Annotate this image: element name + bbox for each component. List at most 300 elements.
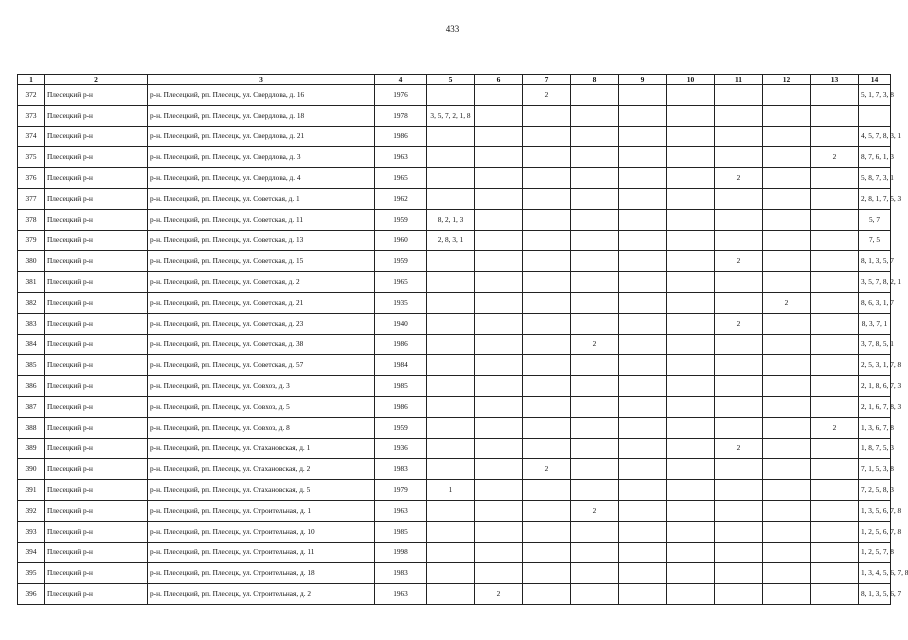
table-cell-col-1: 381 — [18, 272, 45, 293]
column-header-6: 6 — [475, 75, 523, 85]
table-cell-col-6: 2 — [475, 584, 523, 605]
table-cell-col-3: р-н. Плесецкий, рп. Плесецк, ул. Стахановская, д. 5 — [148, 480, 375, 501]
table-cell-col-6 — [475, 355, 523, 376]
table-cell-col-3: р-н. Плесецкий, рп. Плесецк, ул. Советская, д. 21 — [148, 292, 375, 313]
table-cell-col-8 — [571, 438, 619, 459]
table-cell-col-11: 2 — [715, 438, 763, 459]
table-cell-col-6 — [475, 251, 523, 272]
table-cell-col-1: 384 — [18, 334, 45, 355]
table-cell-col-2: Плесецкий р-н — [45, 85, 148, 106]
table-cell-col-9 — [619, 500, 667, 521]
table-row — [18, 188, 891, 209]
table-cell-col-4: 1959 — [375, 209, 427, 230]
table-cell-col-10 — [667, 563, 715, 584]
table-cell-col-14: 8, 3, 7, 1 — [859, 313, 891, 334]
table-cell-col-4: 1986 — [375, 396, 427, 417]
table-cell-col-7 — [523, 272, 571, 293]
table-cell-col-4: 1965 — [375, 272, 427, 293]
table-cell-col-7 — [523, 376, 571, 397]
table-cell-col-3: р-н. Плесецкий, рп. Плесецк, ул. Строительная, д. 10 — [148, 521, 375, 542]
table-cell-col-10 — [667, 209, 715, 230]
table-cell-col-12 — [763, 584, 811, 605]
table-cell-col-13 — [811, 500, 859, 521]
column-header-9: 9 — [619, 75, 667, 85]
table-cell-col-13 — [811, 251, 859, 272]
table-cell-col-10 — [667, 584, 715, 605]
table-cell-col-8 — [571, 376, 619, 397]
table-cell-col-7: 2 — [523, 85, 571, 106]
column-header-12: 12 — [763, 75, 811, 85]
table-cell-col-1: 380 — [18, 251, 45, 272]
table-cell-col-13 — [811, 334, 859, 355]
table-row — [18, 563, 891, 584]
table-cell-col-8 — [571, 459, 619, 480]
table-cell-col-4: 1935 — [375, 292, 427, 313]
table-cell-col-1: 376 — [18, 168, 45, 189]
table-cell-col-2: Плесецкий р-н — [45, 168, 148, 189]
table-cell-col-3: р-н. Плесецкий, рп. Плесецк, ул. Строительная, д. 2 — [148, 584, 375, 605]
table-cell-col-7 — [523, 126, 571, 147]
table-cell-col-14: 1, 2, 5, 6, 7, 8 — [859, 521, 891, 542]
table-cell-col-8 — [571, 417, 619, 438]
table-cell-col-6 — [475, 126, 523, 147]
table-cell-col-3: р-н. Плесецкий, рп. Плесецк, ул. Совхоз, д. 8 — [148, 417, 375, 438]
table-cell-col-8 — [571, 188, 619, 209]
table-cell-col-5 — [427, 126, 475, 147]
table-cell-col-2: Плесецкий р-н — [45, 105, 148, 126]
table-row — [18, 417, 891, 438]
table-cell-col-14: 1, 3, 5, 6, 7, 8 — [859, 500, 891, 521]
table-cell-col-9 — [619, 188, 667, 209]
table-cell-col-11 — [715, 563, 763, 584]
table-cell-col-7 — [523, 584, 571, 605]
table-cell-col-10 — [667, 355, 715, 376]
table-cell-col-12 — [763, 126, 811, 147]
table-cell-col-13: 2 — [811, 417, 859, 438]
column-header-3: 3 — [148, 75, 375, 85]
table-cell-col-7 — [523, 542, 571, 563]
table-cell-col-11 — [715, 105, 763, 126]
table-cell-col-10 — [667, 85, 715, 106]
table-cell-col-7 — [523, 355, 571, 376]
table-cell-col-14: 5, 8, 7, 3, 1 — [859, 168, 891, 189]
table-cell-col-2: Плесецкий р-н — [45, 272, 148, 293]
table-cell-col-1: 373 — [18, 105, 45, 126]
table-row — [18, 105, 891, 126]
table-cell-col-8 — [571, 126, 619, 147]
table-cell-col-8 — [571, 584, 619, 605]
table-cell-col-12 — [763, 500, 811, 521]
table-cell-col-14: 7, 1, 5, 3, 8 — [859, 459, 891, 480]
table-cell-col-8: 2 — [571, 334, 619, 355]
page-number: 433 — [445, 24, 460, 34]
table-cell-col-8 — [571, 251, 619, 272]
table-cell-col-4: 1985 — [375, 521, 427, 542]
table-cell-col-7 — [523, 168, 571, 189]
table-cell-col-5 — [427, 272, 475, 293]
table-cell-col-9 — [619, 209, 667, 230]
table-cell-col-6 — [475, 105, 523, 126]
table-cell-col-9 — [619, 438, 667, 459]
table-cell-col-4: 1978 — [375, 105, 427, 126]
table-cell-col-13 — [811, 355, 859, 376]
table-cell-col-6 — [475, 147, 523, 168]
table-cell-col-10 — [667, 251, 715, 272]
table-cell-col-6 — [475, 168, 523, 189]
table-cell-col-4: 1963 — [375, 147, 427, 168]
table-cell-col-8 — [571, 272, 619, 293]
table-cell-col-12 — [763, 480, 811, 501]
table-cell-col-8 — [571, 147, 619, 168]
table-cell-col-14: 2, 1, 6, 7, 8, 3 — [859, 396, 891, 417]
table-cell-col-6 — [475, 334, 523, 355]
table-cell-col-1: 394 — [18, 542, 45, 563]
table-cell-col-6 — [475, 313, 523, 334]
table-cell-col-14: 3, 7, 8, 5, 1 — [859, 334, 891, 355]
table-cell-col-7 — [523, 500, 571, 521]
table-cell-col-11 — [715, 396, 763, 417]
table-cell-col-8 — [571, 168, 619, 189]
table-cell-col-14: 3, 5, 7, 8, 2, 1 — [859, 272, 891, 293]
table-cell-col-6 — [475, 188, 523, 209]
table-cell-col-3: р-н. Плесецкий, рп. Плесецк, ул. Советская, д. 1 — [148, 188, 375, 209]
table-cell-col-10 — [667, 334, 715, 355]
table-cell-col-7 — [523, 105, 571, 126]
table-cell-col-9 — [619, 126, 667, 147]
table-cell-col-6 — [475, 376, 523, 397]
table-row — [18, 480, 891, 501]
table-cell-col-11 — [715, 417, 763, 438]
table-cell-col-2: Плесецкий р-н — [45, 334, 148, 355]
table-cell-col-1: 385 — [18, 355, 45, 376]
table-cell-col-3: р-н. Плесецкий, рп. Плесецк, ул. Строительная, д. 11 — [148, 542, 375, 563]
table-cell-col-6 — [475, 417, 523, 438]
table-cell-col-12 — [763, 459, 811, 480]
table-cell-col-9 — [619, 521, 667, 542]
table-row — [18, 147, 891, 168]
table-cell-col-9 — [619, 480, 667, 501]
table-cell-col-14: 5, 7 — [859, 209, 891, 230]
table-cell-col-14: 1, 8, 7, 5, 3 — [859, 438, 891, 459]
table-cell-col-13 — [811, 85, 859, 106]
table-row — [18, 230, 891, 251]
table-cell-col-12 — [763, 542, 811, 563]
table-cell-col-6 — [475, 500, 523, 521]
table-cell-col-13 — [811, 376, 859, 397]
table-cell-col-9 — [619, 147, 667, 168]
table-cell-col-6 — [475, 292, 523, 313]
table-cell-col-6 — [475, 438, 523, 459]
table-cell-col-12 — [763, 376, 811, 397]
table-row — [18, 334, 891, 355]
table-cell-col-1: 374 — [18, 126, 45, 147]
table-cell-col-14: 8, 1, 3, 5, 6, 7 — [859, 584, 891, 605]
table-cell-col-12 — [763, 209, 811, 230]
table-cell-col-9 — [619, 376, 667, 397]
table-cell-col-12 — [763, 563, 811, 584]
table-cell-col-2: Плесецкий р-н — [45, 209, 148, 230]
table-cell-col-12 — [763, 230, 811, 251]
table-cell-col-4: 1959 — [375, 251, 427, 272]
table-cell-col-3: р-н. Плесецкий, рп. Плесецк, ул. Советская, д. 13 — [148, 230, 375, 251]
table-cell-col-12 — [763, 313, 811, 334]
table-cell-col-3: р-н. Плесецкий, рп. Плесецк, ул. Свердлова, д. 21 — [148, 126, 375, 147]
table-cell-col-7 — [523, 292, 571, 313]
table-cell-col-4: 1986 — [375, 334, 427, 355]
table-cell-col-13 — [811, 521, 859, 542]
table-cell-col-2: Плесецкий р-н — [45, 563, 148, 584]
table-cell-col-13 — [811, 188, 859, 209]
table-cell-col-6 — [475, 209, 523, 230]
table-cell-col-5: 2, 8, 3, 1 — [427, 230, 475, 251]
table-cell-col-9 — [619, 251, 667, 272]
table-cell-col-11: 2 — [715, 313, 763, 334]
column-header-10: 10 — [667, 75, 715, 85]
table-cell-col-10 — [667, 500, 715, 521]
table-cell-col-13 — [811, 292, 859, 313]
table-cell-col-8 — [571, 209, 619, 230]
table-cell-col-13 — [811, 105, 859, 126]
table-cell-col-3: р-н. Плесецкий, рп. Плесецк, ул. Свердлова, д. 4 — [148, 168, 375, 189]
table-cell-col-11 — [715, 459, 763, 480]
table-cell-col-12 — [763, 85, 811, 106]
table-cell-col-14: 2, 1, 8, 6, 7, 3 — [859, 376, 891, 397]
table-cell-col-11 — [715, 521, 763, 542]
table-cell-col-12 — [763, 334, 811, 355]
table-cell-col-3: р-н. Плесецкий, рп. Плесецк, ул. Свердлова, д. 16 — [148, 85, 375, 106]
table-cell-col-10 — [667, 459, 715, 480]
table-cell-col-2: Плесецкий р-н — [45, 188, 148, 209]
table-cell-col-14: 4, 5, 7, 8, 3, 1 — [859, 126, 891, 147]
table-cell-col-9 — [619, 396, 667, 417]
table-cell-col-13 — [811, 313, 859, 334]
table-cell-col-4: 1963 — [375, 584, 427, 605]
table-cell-col-1: 390 — [18, 459, 45, 480]
table-cell-col-12 — [763, 188, 811, 209]
table-row — [18, 521, 891, 542]
table-cell-col-12 — [763, 417, 811, 438]
table-cell-col-9 — [619, 85, 667, 106]
table-cell-col-11 — [715, 334, 763, 355]
table-cell-col-10 — [667, 438, 715, 459]
column-header-8: 8 — [571, 75, 619, 85]
table-cell-col-13 — [811, 230, 859, 251]
table-cell-col-11 — [715, 85, 763, 106]
table-cell-col-1: 383 — [18, 313, 45, 334]
table-cell-col-4: 1976 — [375, 85, 427, 106]
table-cell-col-2: Плесецкий р-н — [45, 376, 148, 397]
table-cell-col-5: 3, 5, 7, 2, 1, 8 — [427, 105, 475, 126]
table-cell-col-1: 372 — [18, 85, 45, 106]
table-row — [18, 500, 891, 521]
table-cell-col-1: 395 — [18, 563, 45, 584]
table-row — [18, 292, 891, 313]
table-header-row — [18, 75, 891, 85]
table-cell-col-9 — [619, 542, 667, 563]
table-cell-col-11: 2 — [715, 251, 763, 272]
table-cell-col-5 — [427, 85, 475, 106]
table-cell-col-5 — [427, 521, 475, 542]
table-cell-col-4: 1965 — [375, 168, 427, 189]
table-cell-col-1: 392 — [18, 500, 45, 521]
table-cell-col-1: 377 — [18, 188, 45, 209]
table-cell-col-5 — [427, 438, 475, 459]
table-cell-col-11 — [715, 147, 763, 168]
table-cell-col-3: р-н. Плесецкий, рп. Плесецк, ул. Стахановская, д. 2 — [148, 459, 375, 480]
table-cell-col-5 — [427, 459, 475, 480]
table-cell-col-8 — [571, 230, 619, 251]
table-cell-col-13 — [811, 459, 859, 480]
table-cell-col-13 — [811, 542, 859, 563]
table-row — [18, 584, 891, 605]
table-cell-col-9 — [619, 584, 667, 605]
table-cell-col-5: 8, 2, 1, 3 — [427, 209, 475, 230]
table-cell-col-7 — [523, 417, 571, 438]
table-cell-col-2: Плесецкий р-н — [45, 292, 148, 313]
table-cell-col-4: 1959 — [375, 417, 427, 438]
table-cell-col-9 — [619, 313, 667, 334]
table-cell-col-2: Плесецкий р-н — [45, 417, 148, 438]
table-cell-col-8 — [571, 563, 619, 584]
table-row — [18, 272, 891, 293]
table-cell-col-8 — [571, 85, 619, 106]
table-cell-col-14: 7, 5 — [859, 230, 891, 251]
table-cell-col-4: 1979 — [375, 480, 427, 501]
table-cell-col-8 — [571, 396, 619, 417]
table-row — [18, 313, 891, 334]
table-cell-col-11 — [715, 188, 763, 209]
table-cell-col-6 — [475, 542, 523, 563]
table-cell-col-2: Плесецкий р-н — [45, 396, 148, 417]
table-cell-col-3: р-н. Плесецкий, рп. Плесецк, ул. Совхоз, д. 3 — [148, 376, 375, 397]
table-cell-col-2: Плесецкий р-н — [45, 126, 148, 147]
table-cell-col-7 — [523, 521, 571, 542]
table-cell-col-13 — [811, 480, 859, 501]
table-cell-col-3: р-н. Плесецкий, рп. Плесецк, ул. Стахановская, д. 1 — [148, 438, 375, 459]
table-cell-col-7 — [523, 230, 571, 251]
table-cell-col-14: 1, 2, 5, 7, 8 — [859, 542, 891, 563]
table-cell-col-3: р-н. Плесецкий, рп. Плесецк, ул. Советская, д. 38 — [148, 334, 375, 355]
column-header-11: 11 — [715, 75, 763, 85]
table-cell-col-1: 389 — [18, 438, 45, 459]
table-cell-col-3: р-н. Плесецкий, рп. Плесецк, ул. Советская, д. 57 — [148, 355, 375, 376]
table-cell-col-8 — [571, 292, 619, 313]
table-cell-col-4: 1962 — [375, 188, 427, 209]
table-cell-col-12 — [763, 396, 811, 417]
table-cell-col-11 — [715, 272, 763, 293]
table-cell-col-11 — [715, 209, 763, 230]
table-cell-col-6 — [475, 563, 523, 584]
table-cell-col-10 — [667, 480, 715, 501]
table-cell-col-9 — [619, 230, 667, 251]
table-cell-col-6 — [475, 521, 523, 542]
table-cell-col-11 — [715, 355, 763, 376]
table-cell-col-3: р-н. Плесецкий, рп. Плесецк, ул. Советская, д. 15 — [148, 251, 375, 272]
table-cell-col-2: Плесецкий р-н — [45, 542, 148, 563]
table-cell-col-13 — [811, 126, 859, 147]
table-cell-col-8 — [571, 355, 619, 376]
table-cell-col-2: Плесецкий р-н — [45, 480, 148, 501]
table-cell-col-3: р-н. Плесецкий, рп. Плесецк, ул. Строительная, д. 1 — [148, 500, 375, 521]
table-cell-col-14: 1, 3, 4, 5, 6, 7, 8 — [859, 563, 891, 584]
table-cell-col-14: 1, 3, 6, 7, 8 — [859, 417, 891, 438]
table-cell-col-5 — [427, 542, 475, 563]
table-cell-col-6 — [475, 480, 523, 501]
table-cell-col-9 — [619, 168, 667, 189]
table-cell-col-2: Плесецкий р-н — [45, 438, 148, 459]
table-cell-col-10 — [667, 376, 715, 397]
table-cell-col-11 — [715, 542, 763, 563]
table-cell-col-9 — [619, 105, 667, 126]
table-cell-col-8 — [571, 313, 619, 334]
table-cell-col-5 — [427, 168, 475, 189]
table-cell-col-9 — [619, 334, 667, 355]
table-cell-col-3: р-н. Плесецкий, рп. Плесецк, ул. Советская, д. 11 — [148, 209, 375, 230]
table-cell-col-3: р-н. Плесецкий, рп. Плесецк, ул. Советская, д. 23 — [148, 313, 375, 334]
table-cell-col-8 — [571, 480, 619, 501]
table-cell-col-4: 1936 — [375, 438, 427, 459]
table-cell-col-10 — [667, 147, 715, 168]
table-cell-col-5 — [427, 563, 475, 584]
table-cell-col-9 — [619, 292, 667, 313]
table-cell-col-5 — [427, 147, 475, 168]
table-cell-col-2: Плесецкий р-н — [45, 230, 148, 251]
table-row — [18, 438, 891, 459]
table-cell-col-10 — [667, 230, 715, 251]
table-cell-col-11 — [715, 376, 763, 397]
table-cell-col-4: 1963 — [375, 500, 427, 521]
table-row — [18, 168, 891, 189]
table-cell-col-5 — [427, 376, 475, 397]
table-row — [18, 396, 891, 417]
table-cell-col-12 — [763, 147, 811, 168]
table-cell-col-7 — [523, 313, 571, 334]
table-cell-col-1: 388 — [18, 417, 45, 438]
table-cell-col-7 — [523, 209, 571, 230]
table-cell-col-10 — [667, 396, 715, 417]
table-cell-col-9 — [619, 563, 667, 584]
table-cell-col-11 — [715, 500, 763, 521]
table-cell-col-5 — [427, 417, 475, 438]
table-cell-col-2: Плесецкий р-н — [45, 521, 148, 542]
column-header-14: 14 — [859, 75, 891, 85]
table-cell-col-13: 2 — [811, 147, 859, 168]
table-cell-col-10 — [667, 272, 715, 293]
table-cell-col-14 — [859, 105, 891, 126]
table-cell-col-2: Плесецкий р-н — [45, 584, 148, 605]
table-cell-col-12 — [763, 355, 811, 376]
table-cell-col-4: 1983 — [375, 563, 427, 584]
table-row — [18, 85, 891, 106]
table-cell-col-2: Плесецкий р-н — [45, 147, 148, 168]
table-cell-col-11 — [715, 584, 763, 605]
table-cell-col-5 — [427, 355, 475, 376]
table-cell-col-5 — [427, 584, 475, 605]
table-cell-col-10 — [667, 292, 715, 313]
table-cell-col-7 — [523, 563, 571, 584]
table-cell-col-7 — [523, 396, 571, 417]
table-cell-col-12 — [763, 272, 811, 293]
table-cell-col-3: р-н. Плесецкий, рп. Плесецк, ул. Свердлова, д. 18 — [148, 105, 375, 126]
table-cell-col-5 — [427, 313, 475, 334]
table-cell-col-7 — [523, 147, 571, 168]
table-cell-col-2: Плесецкий р-н — [45, 459, 148, 480]
table-cell-col-1: 382 — [18, 292, 45, 313]
table-cell-col-7 — [523, 188, 571, 209]
table-cell-col-12 — [763, 438, 811, 459]
table-cell-col-12 — [763, 251, 811, 272]
table-cell-col-6 — [475, 85, 523, 106]
